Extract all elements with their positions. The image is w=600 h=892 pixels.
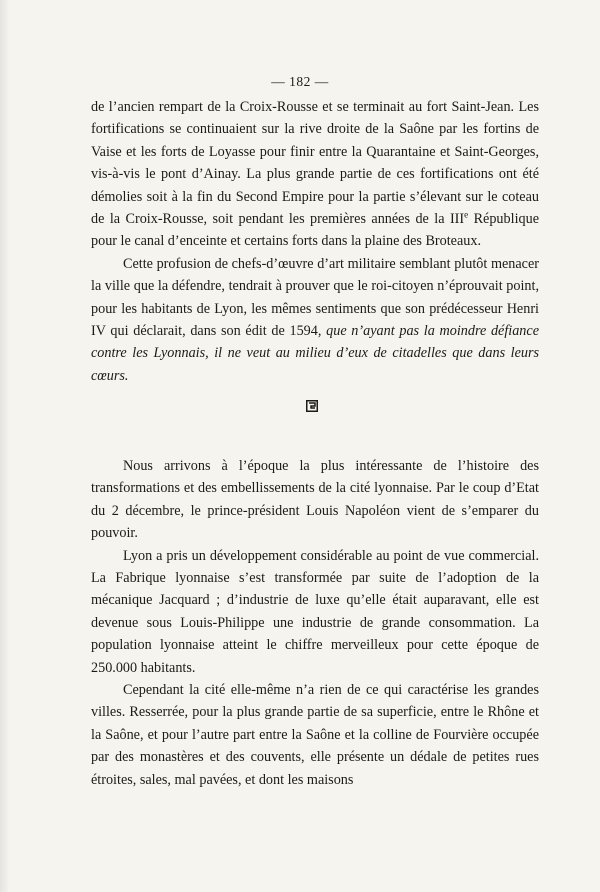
paragraph-henri-iv-text: Cette profusion de chefs-d’œuvre d’art militaire semblant plutôt menacer la ville que la défendre, tendrait à prouver que le roi-citoyen n’éprouvait point, pour les habitants de Lyon, les mêmes sentiments que son prédécesseur Henri IV qui déclarait, dans son édit de 1594, [91, 255, 539, 340]
paragraph-fortifications [91, 96, 539, 253]
greek-key-ornament-icon [306, 400, 318, 412]
paragraph-lyon-development: Lyon a pris un développement considérable au point de vue commercial. La Fabrique lyonnaise s’est transformée par suite de l’adoption de la mécanique Jacquard ; d’industrie de luxe qu’elle était auparavant, elle est devenue sous Louis-Philippe une industrie de grande consommation. La population lyonnaise atteint le chiffre merveilleux pour cette époque de 250.000 habitants. [91, 547, 539, 676]
paragraph-henri-iv [91, 253, 539, 387]
paragraph-napoleon: Nous arrivons à l’époque la plus intéressante de l’histoire des transformations et des embellissements de la cité lyonnaise. Par le coup d’Etat du 2 décembre, le prince-président Louis Napoléon vient de s’emparer du pouvoir. [91, 458, 539, 542]
paragraph-fortifications-text: de l’ancien rempart de la Croix-Rousse et se terminait au fort Saint-Jean. Les fortifications se continuaient sur la rive droite de la Saône par les fortins de Vaise et les forts de Loyasse pour finir entre la Quarantaine et Saint-Georges, vis-à-vis le pont d’Ainay. La plus grande partie de ces fortifications ont été démolies soit à la fin du Second Empire pour la partie s’élevant sur le coteau de la Croix-Rousse, soit pendant les premières années de la III [91, 99, 539, 228]
page-edge-shadow [0, 0, 10, 892]
text-block-upper [91, 96, 539, 387]
page-number: — 182 — [271, 74, 329, 89]
superscript-e: e [464, 209, 469, 220]
paragraph-cite: Cependant la cité elle-même n’a rien de ce qui caractérise les grandes villes. Resserrée, pour la plus grande partie de sa superficie, entre le Rhône et la Saône, et pour l’autre part entre la Saône et la colline de Fourvière occupée par des monastères et des couvents, elle présente un dédale de petites rues étroites, sales, mal pavées, et dont les maisons [91, 682, 539, 788]
edict-quote: que n’ayant pas la moindre défiance contre les Lyonnais, il ne veut au milieu d’eux de citadelles que dans leurs cœurs. [91, 323, 539, 384]
text-block-lower [91, 455, 539, 791]
paragraph-fortifications-end: République pour le canal d’enceinte et certains forts dans la plaine des Broteaux. [91, 211, 539, 250]
